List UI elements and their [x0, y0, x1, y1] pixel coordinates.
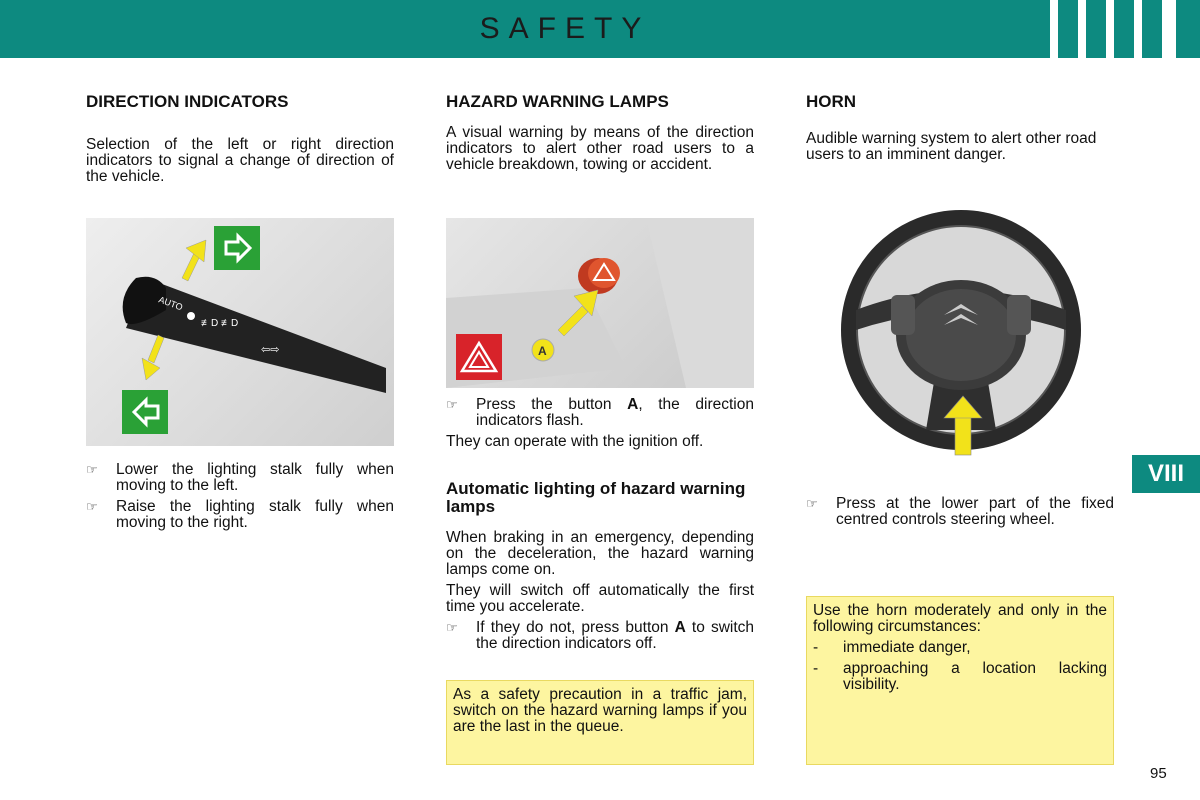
- auto-label: AUTO: [157, 294, 185, 313]
- lighting-stalk-photo: [86, 218, 394, 446]
- page-number: 95: [1150, 765, 1167, 782]
- pointer-icon: ☞: [446, 397, 458, 412]
- direction-indicators-intro: Selection of the left or right direction indicators to signal a change of direction of the vehicle.: [86, 136, 394, 185]
- traffic-jam-note: As a safety precaution in a traffic jam, switch on the hazard warning lamps if you are the last in the queue.: [446, 680, 754, 765]
- steering-wheel-photo: [826, 200, 1116, 465]
- pointer-icon: ☞: [86, 462, 98, 477]
- header-stripe: [1162, 0, 1176, 60]
- pointer-icon: ☞: [446, 620, 458, 635]
- button-a-label: A: [538, 344, 547, 358]
- bullet-press-button-a: ☞ Press the button A, the direction indicators flash.: [446, 396, 754, 429]
- hazard-lamps-intro: A visual warning by means of the direction indicators to alert other road users to a vehicle breakdown, towing or accident.: [446, 124, 754, 173]
- arrow-down-icon: [142, 335, 164, 380]
- page-title: SAFETY: [479, 12, 651, 45]
- header-stripe: [1078, 0, 1086, 60]
- ignition-note: They can operate with the ignition off.: [446, 433, 704, 450]
- header-stripe: [1106, 0, 1114, 60]
- header-stripe: [1050, 0, 1058, 60]
- bullet-press-horn: ☞ Press at the lower part of the fixed centred controls steering wheel.: [806, 495, 1114, 528]
- horn-usage-item: - approaching a location lacking visibility.: [813, 660, 1107, 693]
- horn-intro: Audible warning system to alert other road users to an imminent danger.: [806, 130, 1097, 163]
- horn-usage-note: [806, 596, 1114, 765]
- direction-indicators-heading: DIRECTION INDICATORS: [86, 92, 289, 111]
- bullet-press-button-a-off: ☞ If they do not, press button A to switch the direction indicators off.: [446, 619, 755, 652]
- arrow-up-icon: [182, 240, 206, 281]
- bullet-raise-stalk: ☞ Raise the lighting stalk fully when moving to the right.: [86, 498, 394, 531]
- header-stripe: [1134, 0, 1142, 60]
- left-indicator-icon: [122, 390, 168, 434]
- auto-hazard-para-1: When braking in an emergency, depending on the deceleration, the hazard warning lamps come on.: [446, 529, 754, 578]
- horn-usage-item: - immediate danger,: [813, 639, 971, 656]
- hazard-button: [578, 258, 620, 294]
- svg-text:⇦⇨: ⇦⇨: [261, 344, 280, 356]
- hazard-button-photo: [446, 218, 754, 388]
- horn-usage-intro: Use the horn moderately and only in the following circumstances:: [813, 602, 1107, 635]
- page-header: [0, 0, 1200, 58]
- pointer-icon: ☞: [86, 499, 98, 514]
- bullet-lower-stalk: ☞ Lower the lighting stalk fully when moving to the left.: [86, 461, 394, 494]
- svg-text:≢D ≢D: ≢D ≢D: [201, 318, 239, 329]
- chapter-tab[interactable]: VIII: [1132, 455, 1200, 493]
- auto-hazard-subheading: Automatic lighting of hazard warning lamps: [446, 479, 746, 516]
- right-indicator-icon: [214, 226, 260, 270]
- pointer-icon: ☞: [806, 496, 818, 511]
- hazard-warning-icon: [456, 334, 502, 380]
- hazard-lamps-heading: HAZARD WARNING LAMPS: [446, 92, 669, 111]
- horn-heading: HORN: [806, 92, 857, 111]
- auto-hazard-para-2: They will switch off automatically the first time you accelerate.: [446, 582, 754, 615]
